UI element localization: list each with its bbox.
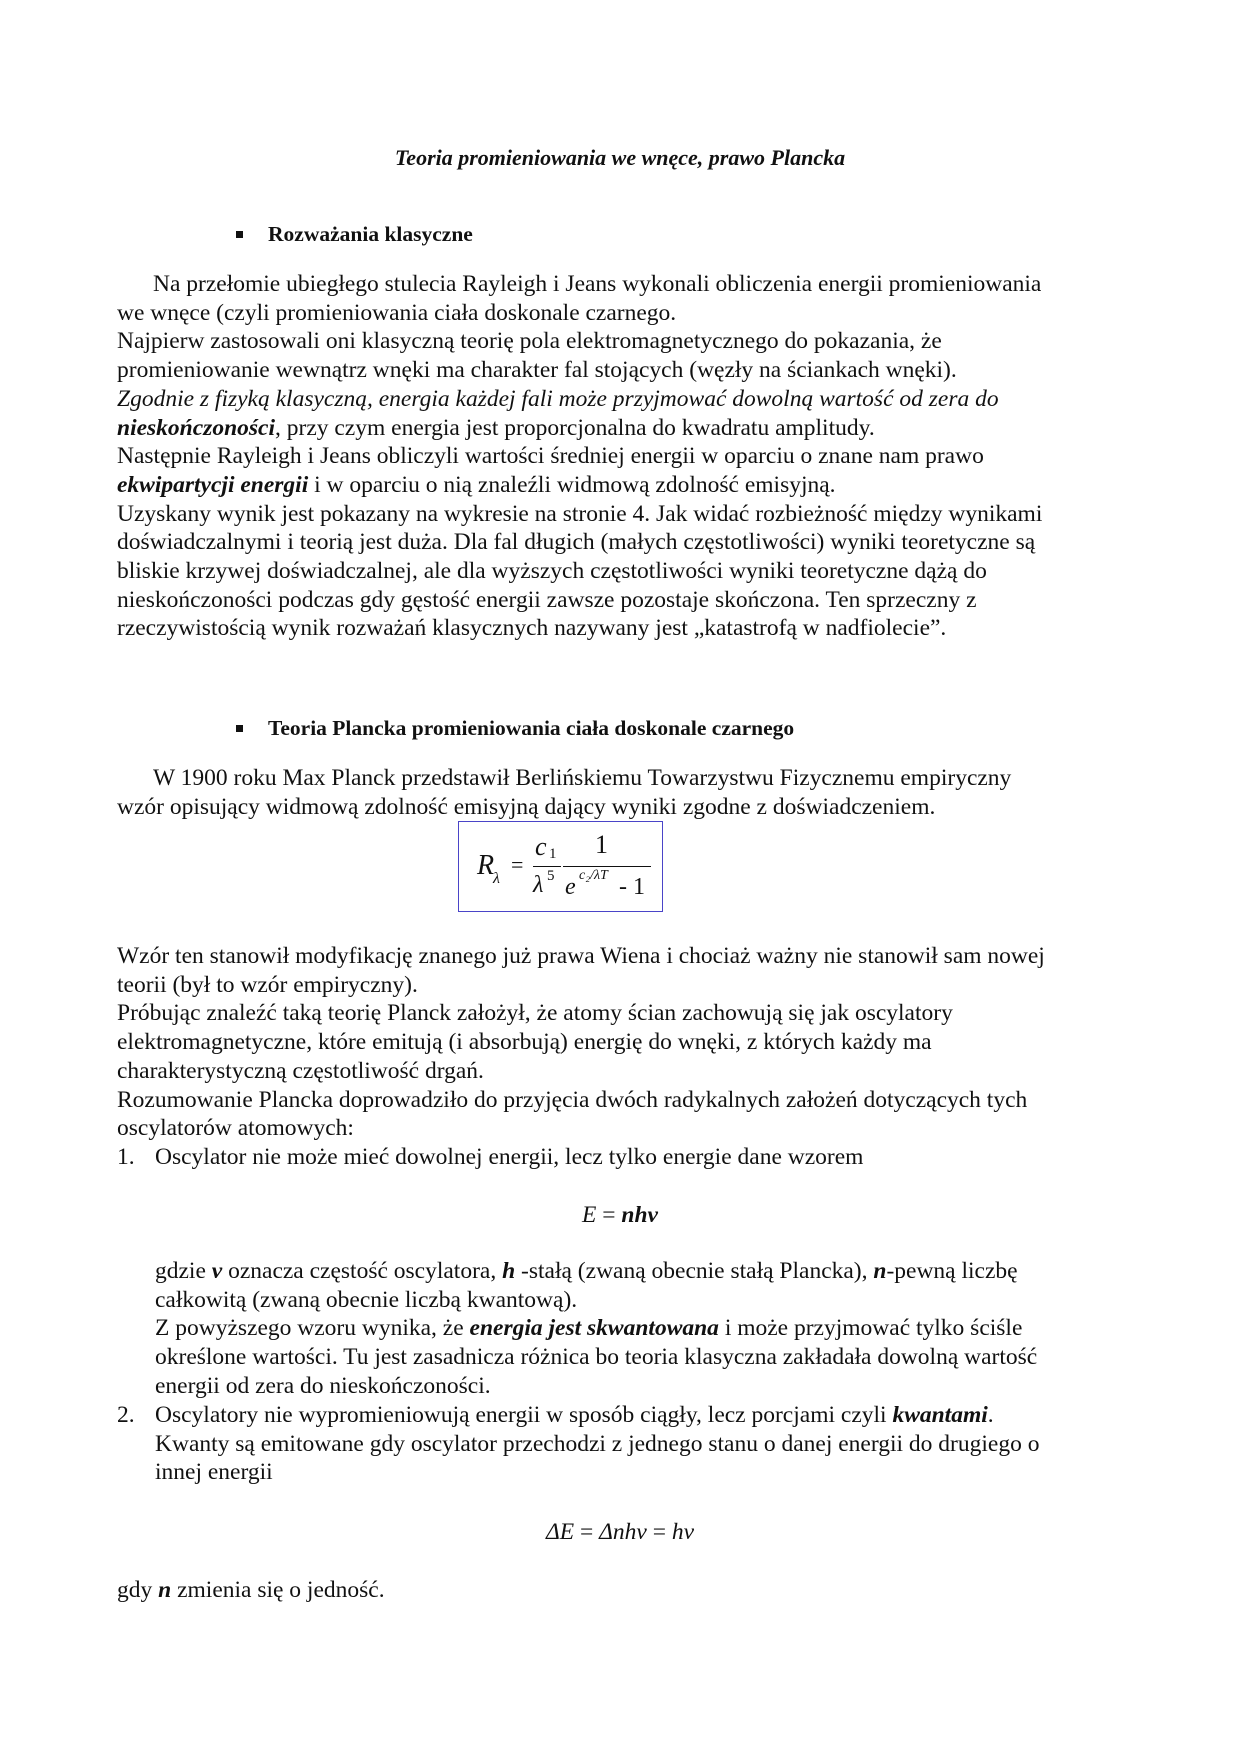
text-segment: Najpierw zastosowali oni klasyczną teorię pola elektromagnetycznego do pokazania, że <box>117 328 942 355</box>
emphasized-text: h <box>502 1258 516 1284</box>
text-segment: Próbując znaleźć taką teorię Planck założył, że atomy ścian zachowują się jak oscylatory <box>117 1000 953 1027</box>
text-segment: określone wartości. Tu jest zasadnicza różnica bo teoria klasyczna zakładała dowolną wartość <box>155 1344 1038 1371</box>
text-segment: Wzór ten stanowił modyfikację znanego już prawa Wiena i chociaż ważny nie stanowił sam nowej <box>117 943 1045 969</box>
text-line <box>117 1576 385 1605</box>
text-line <box>0 1518 1240 1547</box>
formula-lambda: λ <box>533 872 544 898</box>
text-line <box>117 385 999 414</box>
emphasized-text: nieskończoności <box>117 414 275 441</box>
text-segment: energii od zera do nieskończoności. <box>155 1372 491 1399</box>
text-line <box>117 586 977 615</box>
text-segment: i może przyjmować tylko ściśle <box>718 1315 1023 1342</box>
text-line <box>0 1201 1240 1230</box>
emphasized-text: kwantami <box>892 1402 988 1428</box>
formula-r-sub: λ <box>493 870 500 887</box>
text-line <box>117 614 946 643</box>
text-line <box>117 1143 864 1172</box>
text-line <box>153 270 1041 299</box>
text-segment: Na przełomie ubiegłego stulecia Rayleigh i Jeans wykonali obliczenia energii promieniowania <box>153 271 1042 297</box>
text-segment: Kwanty są emitowane gdy oscylator przechodzi z jednego stanu o danej energii do drugiego o <box>155 1430 1040 1457</box>
text-line <box>155 1286 577 1315</box>
text-line <box>117 471 836 500</box>
planck-formula-box <box>458 821 663 912</box>
text-line <box>117 356 957 385</box>
text-segment: gdzie <box>155 1258 212 1284</box>
text-segment: we wnęce (czyli promieniowania ciała doskonale czarnego. <box>117 299 677 326</box>
text-line <box>117 299 676 328</box>
fraction-bar <box>533 866 561 867</box>
text-segment: . <box>987 1402 994 1428</box>
text-segment: promieniowanie wewnątrz wnęki ma charakter fal stojących (węzły na ściankach wnęki). <box>117 357 957 384</box>
text-segment: Następnie Rayleigh i Jeans obliczyli wartości średniej energii w oparciu o znane nam prawo <box>117 443 984 470</box>
list-number: 1. <box>117 1143 135 1170</box>
text-segment: elektromagnetyczne, które emitują (i absorbują) energię do wnęki, z których każdy ma <box>117 1029 932 1056</box>
emphasized-text: ekwipartycji energii <box>117 471 309 498</box>
emphasized-text: n <box>873 1258 887 1284</box>
text-segment: = <box>574 1519 600 1545</box>
text-line <box>117 442 984 471</box>
formula-r: R <box>477 850 495 881</box>
text-line <box>155 1257 1018 1286</box>
bullet-icon <box>236 231 243 238</box>
text-segment: całkowitą (zwaną obecnie liczbą kwantową). <box>155 1286 578 1313</box>
text-line <box>117 971 418 1000</box>
formula-one: 1 <box>595 830 608 859</box>
text-segment: W 1900 roku Max Planck przedstawił Berlińskiemu Towarzystwu Fizycznemu empiryczny <box>153 765 1012 791</box>
text-line <box>155 1372 491 1401</box>
text-line <box>155 1458 273 1487</box>
text-line <box>117 1086 1027 1115</box>
text-line <box>117 500 1042 529</box>
emphasized-text: ν <box>211 1258 223 1284</box>
text-line <box>117 793 935 822</box>
formula-c1-sub: 1 <box>549 846 557 862</box>
text-line <box>117 999 953 1028</box>
emphasized-text: ΔE <box>545 1519 575 1545</box>
text-line <box>153 764 1011 793</box>
emphasized-text: energia jest skwantowana <box>469 1315 719 1342</box>
text-line <box>117 942 1045 971</box>
text-segment: = <box>596 1202 622 1228</box>
section-heading-classical: Rozważania klasyczne <box>268 222 473 246</box>
formula-minus-one: - 1 <box>619 874 645 900</box>
text-line <box>117 1401 994 1430</box>
text-segment: Oscylator nie może mieć dowolnej energii, lecz tylko energie dane wzorem <box>155 1143 864 1170</box>
text-segment: bliskie krzywej doświadczalnej, ale dla wyższych częstotliwości wyniki teoretyczne dążą do <box>117 558 987 584</box>
text-line <box>117 414 875 443</box>
document-title: Teoria promieniowania we wnęce, prawo Plancka <box>394 145 846 170</box>
text-segment: rzeczywistością wynik rozważań klasycznych nazywany jest „katastrofą w nadfiolecie”. <box>117 615 947 642</box>
formula-lambda-exp: 5 <box>547 868 555 884</box>
text-segment: -stałą (zwaną obecnie stałą Plancka), <box>515 1258 874 1284</box>
text-segment: Uzyskany wynik jest pokazany na wykresie na stronie 4. Jak widać rozbieżność między wynikami <box>117 500 1043 527</box>
text-segment: Rozumowanie Plancka doprowadziło do przyjęcia dwóch radykalnych założeń dotyczących tych <box>117 1086 1028 1113</box>
text-line <box>117 1028 932 1057</box>
text-segment: oznacza częstość oscylatora, <box>222 1258 503 1284</box>
formula-eq: = <box>511 852 524 877</box>
emphasized-text: E <box>582 1202 597 1228</box>
formula-exponent: c₂/λT <box>579 868 608 883</box>
text-line <box>117 1057 484 1086</box>
text-segment: -pewną liczbę <box>886 1258 1018 1284</box>
text-segment: Z powyższego wzoru wynika, że <box>155 1315 470 1342</box>
text-line <box>155 1430 1039 1459</box>
text-segment: doświadczalnymi i teorią jest duża. Dla fal długich (małych częstotliwości) wyniki teoretyczne są <box>117 529 1036 556</box>
emphasized-text: n <box>158 1577 172 1603</box>
text-segment: wzór opisujący widmową zdolność emisyjną dający wyniki zgodne z doświadczeniem. <box>117 793 936 820</box>
text-segment: zmienia się o jedność. <box>171 1577 385 1603</box>
text-line <box>117 528 1035 557</box>
list-number: 2. <box>117 1402 135 1428</box>
text-segment: i w oparciu o nią znaleźli widmową zdolność emisyjną. <box>308 471 836 498</box>
text-segment: , przy czym energia jest proporcjonalna do kwadratu amplitudy. <box>275 414 875 441</box>
emphasized-text: Zgodnie z fizyką klasyczną, energia każdej fali może przyjmować dowolną wartość od zera do <box>117 385 999 412</box>
emphasized-text: nhν <box>621 1202 658 1228</box>
text-segment: charakterystyczną częstotliwość drgań. <box>117 1057 484 1084</box>
text-line <box>117 327 942 356</box>
formula-c1: c <box>535 832 547 861</box>
text-segment: = <box>646 1519 672 1545</box>
text-segment: oscylatorów atomowych: <box>117 1115 354 1142</box>
text-line <box>117 1114 354 1143</box>
emphasized-text: hν <box>671 1519 695 1545</box>
text-segment: innej energii <box>155 1459 273 1486</box>
fraction-bar <box>563 866 651 867</box>
formula-e: e <box>565 874 576 900</box>
text-line <box>155 1314 1022 1343</box>
text-line <box>155 1343 1037 1372</box>
bullet-icon <box>236 725 243 732</box>
emphasized-text: Δnhν <box>599 1519 647 1545</box>
text-segment: nieskończoności podczas gdy gęstość energii zawsze pozostaje skończona. Ten sprzeczny z <box>117 586 977 613</box>
text-line <box>117 557 987 586</box>
text-segment: gdy <box>117 1577 159 1603</box>
text-segment: teorii (był to wzór empiryczny). <box>117 971 418 998</box>
section-heading-planck: Teoria Plancka promieniowania ciała doskonale czarnego <box>268 716 795 740</box>
text-segment: Oscylatory nie wypromieniowują energii w sposób ciągły, lecz porcjami czyli <box>155 1402 893 1428</box>
